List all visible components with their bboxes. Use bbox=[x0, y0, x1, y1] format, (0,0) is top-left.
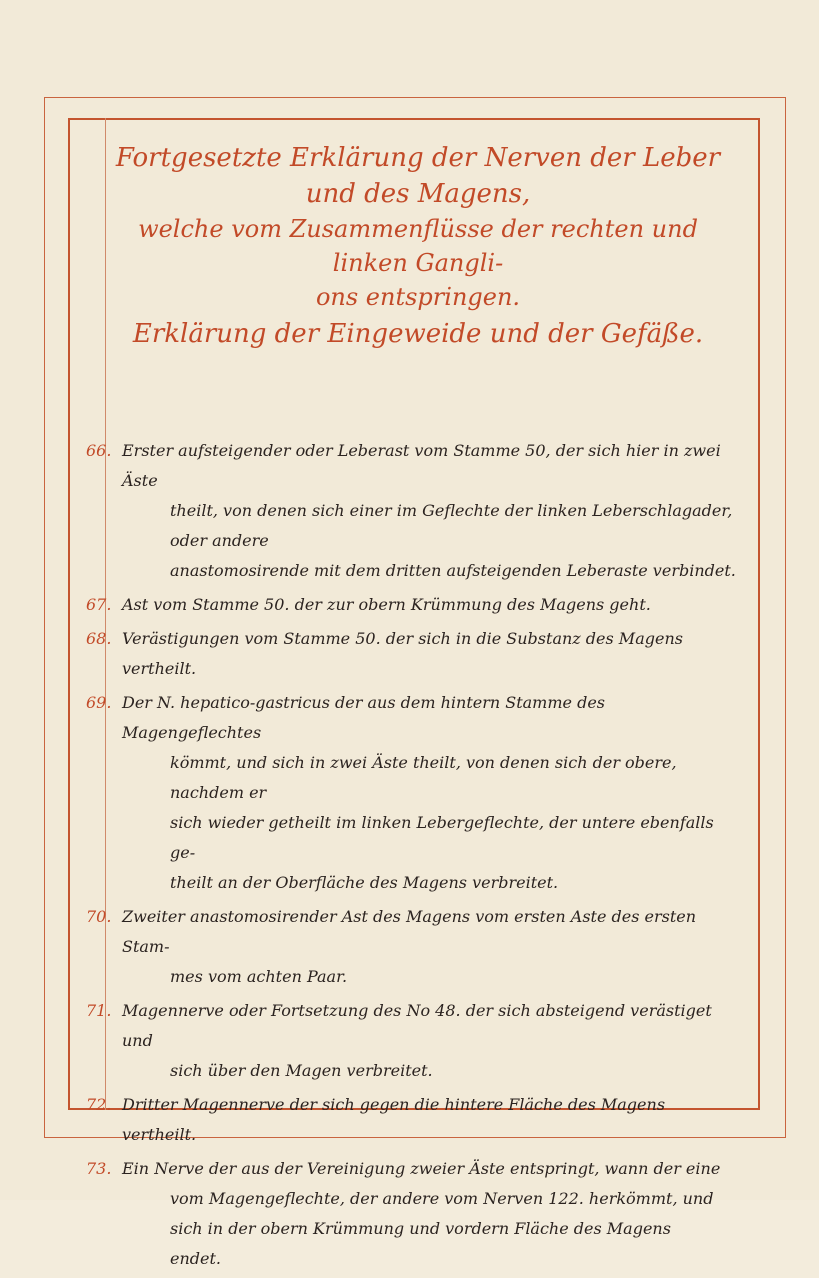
entry-line: kömmt, und sich in zwei Äste theilt, von denen sich der obere, nachdem er bbox=[170, 753, 677, 802]
title-line-4: Erklärung der Eingeweide und der Gefäße. bbox=[132, 319, 704, 349]
entry-line: Ast vom Stamme 50. der zur obern Krümmung des Magens geht. bbox=[122, 595, 651, 614]
entry-line: mes vom achten Paar. bbox=[170, 967, 348, 986]
entry-68 bbox=[86, 624, 736, 684]
entry-line: Dritter Magennerve der sich gegen die hintere Fläche des Magens vertheilt. bbox=[122, 1095, 666, 1144]
entry-line: Zweiter anastomosirender Ast des Magens vom ersten Aste des ersten Stam- bbox=[122, 907, 697, 956]
entry-line: sich in der obern Krümmung und vordern Fläche des Magens bbox=[170, 1219, 671, 1238]
entry-line: Ein Nerve der aus der Vereinigung zweier Äste entspringt, wann der eine bbox=[122, 1159, 721, 1178]
entry-71 bbox=[86, 996, 736, 1086]
entry-number: 71. bbox=[86, 1001, 112, 1020]
entry-66 bbox=[86, 436, 736, 586]
entry-text bbox=[122, 902, 736, 992]
title-line-3: ons entspringen. bbox=[315, 283, 521, 311]
entry-text bbox=[122, 688, 736, 898]
entry-line: endet. bbox=[170, 1249, 221, 1268]
entry-number: 66. bbox=[86, 441, 112, 460]
entry-line: theilt, von denen sich einer im Geflechte der linken Leberschlagader, oder andere bbox=[170, 501, 733, 550]
entry-67 bbox=[86, 590, 736, 620]
entry-number: 68. bbox=[86, 629, 112, 648]
entry-72 bbox=[86, 1090, 736, 1150]
entry-text bbox=[122, 624, 736, 684]
entry-line: sich wieder getheilt im linken Lebergeflechte, der untere ebenfalls ge- bbox=[170, 813, 714, 862]
entry-line: vom Magengeflechte, der andere vom Nerven 122. herkömmt, und bbox=[170, 1189, 714, 1208]
entry-line: theilt an der Oberfläche des Magens verbreitet. bbox=[170, 873, 559, 892]
entry-number: 72. bbox=[86, 1095, 112, 1114]
entry-line: Der N. hepatico-gastricus der aus dem hintern Stamme des Magengeflechtes bbox=[122, 693, 605, 742]
entry-line: anastomosirende mit dem dritten aufsteigenden Leberaste verbindet. bbox=[170, 561, 736, 580]
entry-73 bbox=[86, 1154, 736, 1274]
entry-number: 73. bbox=[86, 1159, 112, 1178]
entry-text bbox=[122, 1154, 736, 1274]
page-title bbox=[108, 140, 728, 354]
entry-69 bbox=[86, 688, 736, 898]
entry-line: sich über den Magen verbreitet. bbox=[170, 1061, 433, 1080]
entry-number: 69. bbox=[86, 693, 112, 712]
entry-number: 70. bbox=[86, 907, 112, 926]
title-line-1: Fortgesetzte Erklärung der Nerven der Leber und des Magens, bbox=[115, 143, 721, 209]
entry-text bbox=[122, 436, 736, 586]
entry-line: Erster aufsteigender oder Leberast vom Stamme 50, der sich hier in zwei Äste bbox=[122, 441, 721, 490]
entry-line: Magennerve oder Fortsetzung des No 48. der sich absteigend verästiget und bbox=[122, 1001, 712, 1050]
entry-text bbox=[122, 590, 736, 620]
entry-list bbox=[86, 436, 736, 1278]
entry-line: Verästigungen vom Stamme 50. der sich in die Substanz des Magens vertheilt. bbox=[122, 629, 683, 678]
title-line-2: welche vom Zusammenflüsse der rechten und linken Gangli- bbox=[138, 215, 698, 277]
entry-text bbox=[122, 1090, 736, 1150]
entry-70 bbox=[86, 902, 736, 992]
entry-number: 67. bbox=[86, 595, 112, 614]
entry-text bbox=[122, 996, 736, 1086]
